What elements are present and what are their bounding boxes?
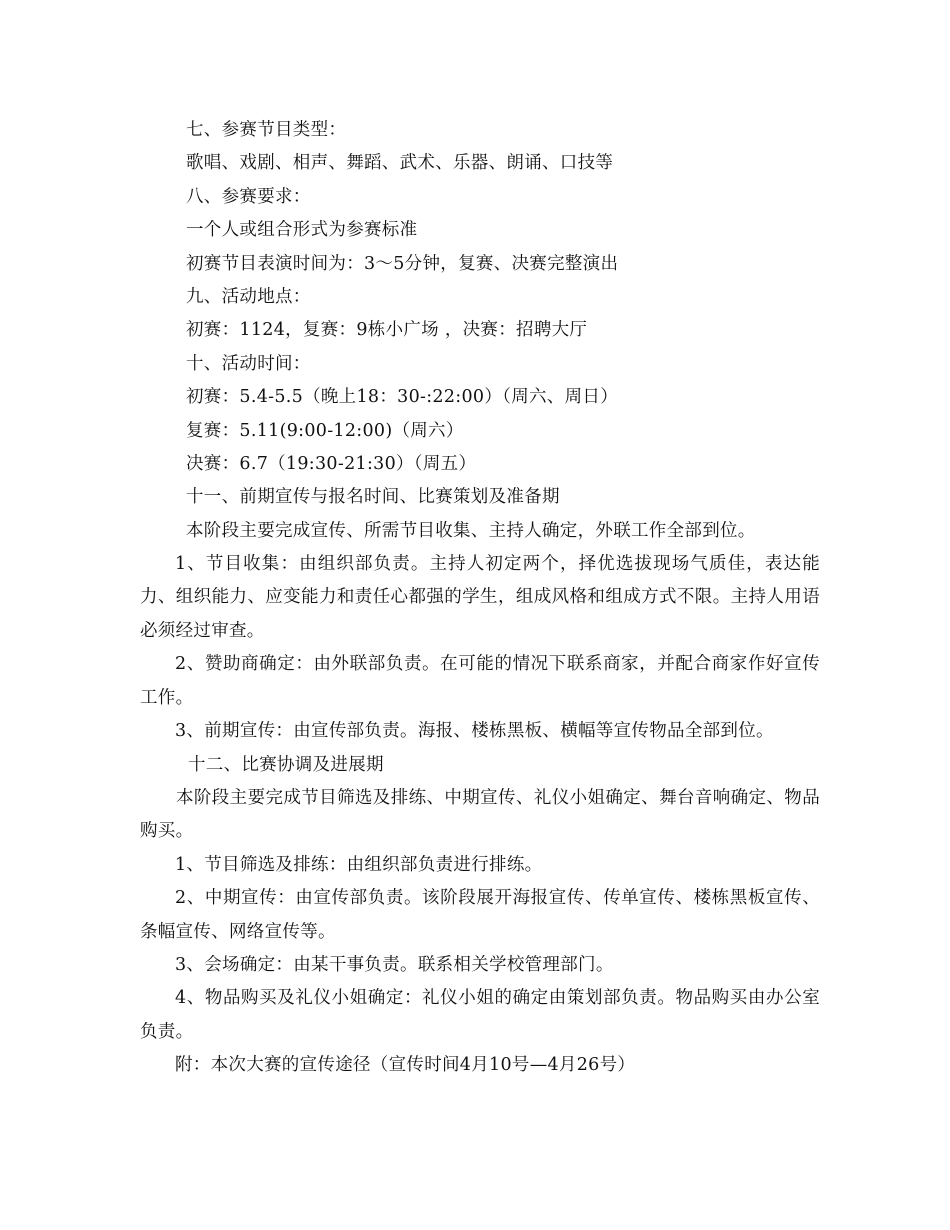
paragraph-program-selection: 1、节目筛选及排练：由组织部负责进行排练。	[175, 854, 543, 875]
stage-summary-11: 本阶段主要完成宣传、所需节目收集、主持人确定，外联工作全部到位。	[186, 520, 756, 541]
section-heading-7: 七、参赛节目类型：	[186, 120, 347, 140]
section-heading-10: 十、活动时间：	[186, 353, 311, 374]
requirement-line-2: 初赛节目表演时间为：3～5分钟，复赛、决赛完整演出	[186, 253, 619, 274]
requirement-line-1: 一个人或组合形式为参赛标准	[186, 220, 418, 241]
section-heading-9: 九、活动地点：	[186, 286, 311, 307]
paragraph-program-collection: 1、节目收集：由组织部负责。主持人初定两个，择优选拔现场气质佳，表达能力、组织能力、应变能力和责任心都强的学生，组成风格和组成方式不限。主持人用语必须经过审查。	[140, 554, 820, 641]
paragraph-sponsor: 2、赞助商确定：由外联部负责。在可能的情况下联系商家，并配合商家作好宣传工作。	[140, 654, 820, 708]
document-body	[140, 114, 820, 1083]
paragraph-appendix: 附：本次大赛的宣传途径（宣传时间4月10号—4月26号）	[175, 1055, 636, 1076]
paragraph-mid-publicity: 2、中期宣传：由宣传部负责。该阶段展开海报宣传、传单宣传、楼栋黑板宣传、条幅宣传、网络宣传等。	[140, 888, 820, 942]
paragraph-purchase-etiquette: 4、物品购买及礼仪小姐确定：礼仪小姐的确定由策划部负责。物品购买由办公室负责。	[140, 988, 820, 1042]
paragraph-early-publicity: 3、前期宣传：由宣传部负责。海报、楼栋黑板、横幅等宣传物品全部到位。	[175, 721, 774, 742]
section-heading-12: 十二、比赛协调及进展期	[188, 754, 384, 775]
schedule-semifinal: 复赛：5.11(9:00-12:00)（周六）	[186, 420, 464, 441]
paragraph-venue: 3、会场确定：由某干事负责。联系相关学校管理部门。	[175, 954, 614, 975]
program-types-text: 歌唱、戏剧、相声、舞蹈、武术、乐器、朗诵、口技等	[186, 153, 614, 174]
stage-summary-12: 本阶段主要完成节目筛选及排练、中期宣传、礼仪小姐确定、舞台音响确定、物品购买。	[140, 787, 820, 842]
schedule-final: 决赛：6.7（19:30-21:30）（周五）	[186, 453, 477, 474]
section-heading-8: 八、参赛要求：	[186, 186, 311, 207]
section-heading-11: 十一、前期宣传与报名时间、比赛策划及准备期	[186, 487, 560, 508]
venue-text: 初赛：1124，复赛：9栋小广场 ，决赛：招聘大厅	[186, 320, 588, 341]
schedule-preliminary: 初赛：5.4-5.5（晚上18：30-:22:00）（周六、周日）	[186, 387, 619, 408]
